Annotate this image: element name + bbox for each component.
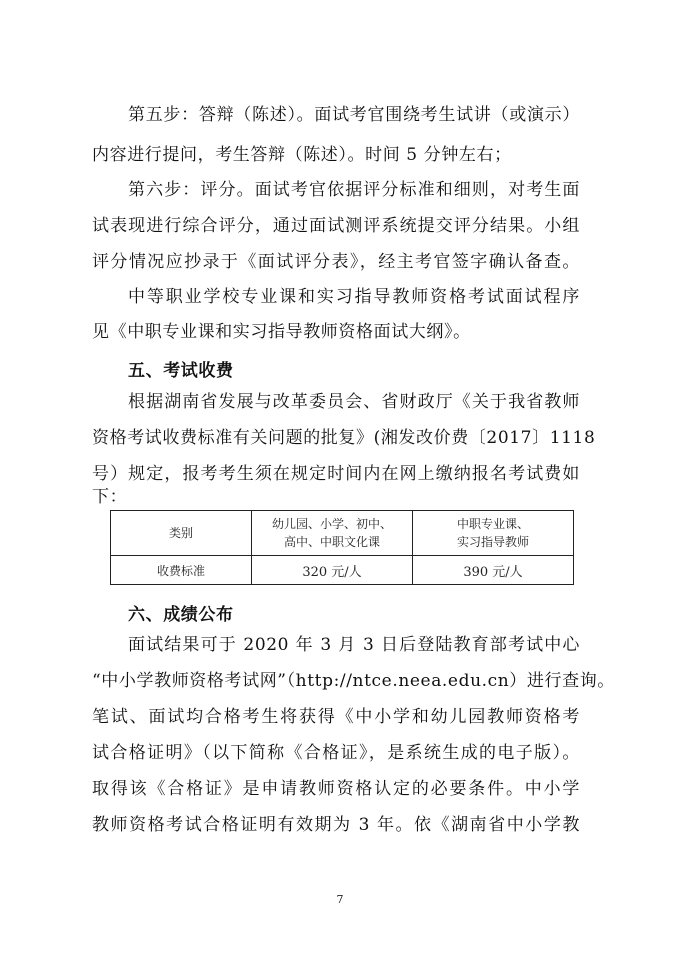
step5-line-2: 内容进行提问，考生答辩（陈述）。时间 5 分钟左右；: [92, 145, 512, 165]
results-line-3: 笔试、面试均合格考生将获得《中小学和幼儿园教师资格考: [92, 707, 580, 727]
fees-line-3: 号）规定，报考考生须在规定时间内在网上缴纳报名考试费如: [92, 464, 580, 484]
fee-table-header-general: [252, 511, 413, 556]
fee-table-header-category: 类别: [111, 511, 252, 556]
results-line-6: 教师资格考试合格证明有效期为 3 年。依《湖南省中小学教: [92, 815, 580, 835]
vocational-line-1: 中等职业学校专业课和实习指导教师资格考试面试程序: [128, 287, 580, 307]
fee-table-header-row: [111, 511, 574, 556]
fee-table-row-label: 收费标准: [111, 556, 252, 585]
step6-line-2: 试表现进行综合评分，通过面试测评系统提交评分结果。小组: [92, 216, 580, 236]
fee-table-header-general-line-2: 高中、中职文化课: [283, 535, 380, 549]
fee-table: [110, 510, 574, 585]
fee-table-vocational-fee: 390 元/人: [413, 556, 574, 585]
page-number: 7: [336, 893, 344, 906]
results-line-1: 面试结果可于 2020 年 3 月 3 日后登陆教育部考试中心: [128, 635, 580, 655]
fees-line-1: 根据湖南省发展与改革委员会、省财政厅《关于我省教师: [128, 392, 580, 412]
step6-line-1: 第六步：评分。面试考官依据评分标准和细则，对考生面: [128, 180, 580, 200]
fee-table-header-general-line-1: 幼儿园、小学、初中、: [271, 517, 392, 531]
fee-table-header-vocational-line-2: 实习指导教师: [456, 535, 529, 549]
step5-line-1: 第五步：答辩（陈述）。面试考官围绕考生试讲（或演示）: [128, 105, 580, 125]
fee-table-general-fee: 320 元/人: [252, 556, 413, 585]
step6-line-3: 评分情况应抄录于《面试评分表》，经主考官签字确认备查。: [92, 252, 580, 272]
results-line-5: 取得该《合格证》是申请教师资格认定的必要条件。中小学: [92, 779, 580, 799]
section-heading-results: 六、成绩公布: [128, 605, 234, 625]
section-heading-fees: 五、考试收费: [128, 361, 234, 381]
fees-line-2: 资格考试收费标准有关问题的批复》(湘发改价费〔2017〕1118: [92, 428, 596, 448]
results-line-4: 试合格证明》（以下简称《合格证》，是系统生成的电子版）。: [92, 743, 580, 763]
results-line-2: “中小学教师资格考试网”（http://ntce.neea.edu.cn）进行查询。: [92, 671, 615, 691]
fee-table-row: [111, 556, 574, 585]
fee-table-header-vocational: [413, 511, 574, 556]
fees-line-4: 下：: [92, 487, 128, 507]
vocational-line-2: 见《中职专业课和实习指导教师资格面试大纲》。: [92, 322, 471, 342]
fee-table-header-vocational-line-1: 中职专业课、: [456, 517, 529, 531]
